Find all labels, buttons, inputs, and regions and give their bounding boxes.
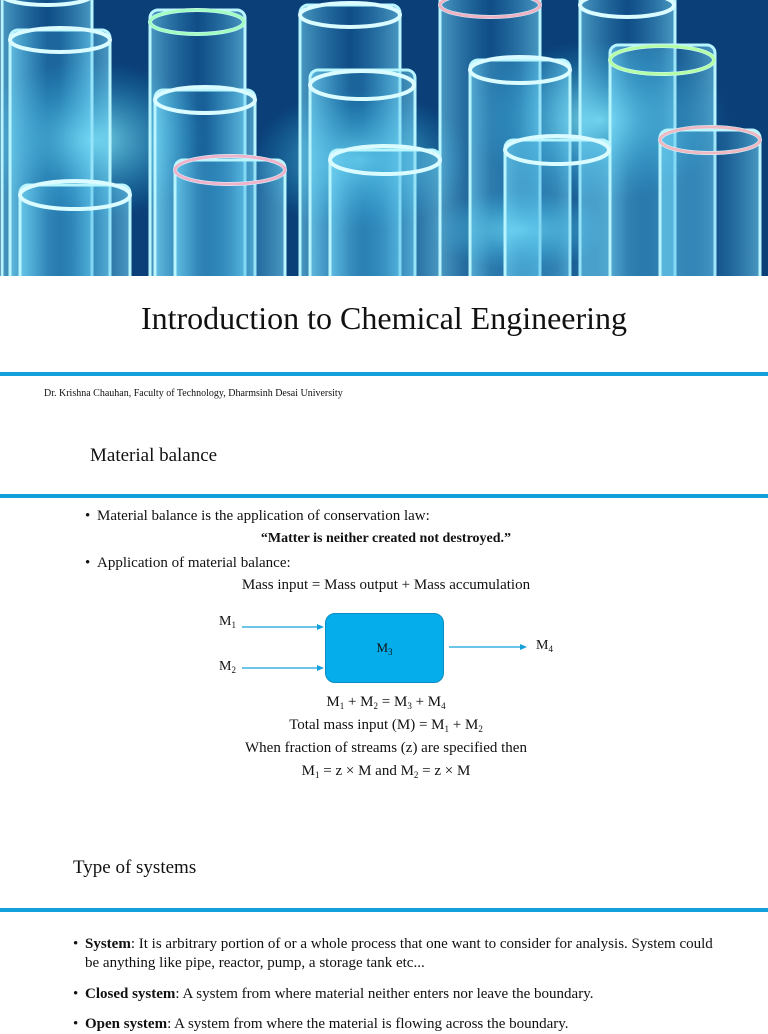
section-divider: [0, 908, 768, 912]
section-heading-type-of-systems: Type of systems: [73, 857, 197, 878]
section-heading-material-balance: Material balance: [90, 445, 218, 466]
term-system: System: [85, 936, 131, 952]
stream-m1-label: $M_1$: [219, 614, 236, 630]
bullet-text: Material balance is the application of conservation law:: [97, 508, 430, 524]
bullet-text: Application of material balance:: [97, 555, 291, 571]
term-closed-system-label: Closed system: [85, 986, 176, 1002]
fraction-equation: $M_1 = z \times M$ and $M_2 = z \times M$: [301, 763, 471, 780]
bullet-item: [73, 1015, 725, 1034]
title-divider: [0, 372, 768, 376]
test-tubes-illustration: [0, 0, 768, 276]
conservation-quote: “Matter is neither created not destroyed.”: [260, 531, 512, 546]
arrow-right-icon: [242, 663, 324, 673]
bullet-dot: •: [85, 508, 91, 524]
definition-closed-system: : A system from where material neither enters nor leave the boundary.: [175, 986, 594, 1002]
arrow-right-icon: [242, 622, 324, 632]
total-mass-input-equation: Total mass input $(M) = M_1 + M_2$: [289, 717, 483, 734]
balance-equation: $M_1 + M_2 = M_3 + M_4$: [326, 694, 446, 711]
stream-m4-label: $M_4$: [536, 638, 553, 654]
stream-m2-label: $M_2$: [219, 659, 236, 675]
bullet-item: [73, 985, 725, 1004]
fraction-statement: When fraction of streams (z) are specified then: [245, 740, 527, 756]
bullet-item: [73, 935, 725, 973]
author-line: Dr. Krishna Chauhan, Faculty of Technology, Dharmsinh Desai University: [44, 388, 343, 399]
process-box: [325, 613, 444, 683]
bullet-item: [85, 507, 430, 526]
bullet-item: [85, 554, 291, 573]
page-title: Introduction to Chemical Engineering: [140, 300, 628, 336]
definition-open-system: : A system from where the material is flowing across the boundary.: [167, 1016, 569, 1032]
mass-balance-equation: Mass input = Mass output + Mass accumulation: [241, 577, 531, 593]
bullet-dot: •: [73, 986, 79, 1002]
definition-system: : It is arbitrary portion of or a whole process that one want to consider for analysis. System could be anything like pipe, reactor, pump, a storage tank etc...: [85, 936, 713, 971]
bullet-dot: •: [73, 936, 79, 952]
section-divider: [0, 494, 768, 498]
bullet-dot: •: [73, 1016, 79, 1032]
bullet-dot: •: [85, 555, 91, 571]
process-box-label: $M_3$: [376, 640, 393, 657]
term-open-system: Open system: [85, 1016, 168, 1032]
hero-image: [0, 0, 768, 276]
arrow-right-icon: [449, 642, 527, 652]
